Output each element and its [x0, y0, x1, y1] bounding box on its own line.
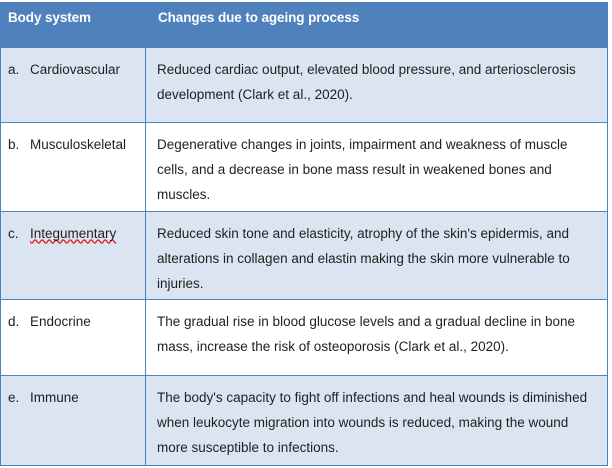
- body-system-cell: [1, 375, 146, 465]
- header-changes: Changes due to ageing process: [146, 3, 608, 48]
- body-system-name: Immune: [30, 389, 79, 405]
- row-letter: b.: [8, 137, 20, 153]
- table-body: [1, 48, 608, 466]
- row-letter: a.: [8, 62, 20, 77]
- body-system-name: Cardiovascular: [30, 62, 121, 77]
- changes-cell: The body's capacity to fight off infections and heal wounds is diminished when leukocyte migration into wounds is reduced, making the wound more susceptible to infections.: [146, 375, 608, 465]
- changes-cell: Reduced skin tone and elasticity, atrophy of the skin's epidermis, and alterations in collagen and elastin making the skin more vulnerable to injuries.: [146, 211, 608, 299]
- row-letter: d.: [8, 314, 20, 330]
- table-row: [1, 48, 608, 123]
- table-row: [1, 300, 608, 375]
- header-body-system: Body system: [1, 3, 146, 48]
- row-letter: c.: [8, 225, 19, 241]
- body-system-name: Musculoskeletal: [30, 137, 127, 153]
- body-system-cell: [1, 211, 146, 299]
- header-row: [1, 3, 608, 48]
- body-system-name: Integumentary: [30, 225, 117, 241]
- row-letter: e.: [8, 389, 20, 405]
- changes-cell: Reduced cardiac output, elevated blood pressure, and arteriosclerosis development (Clark et al., 2020).: [146, 48, 608, 123]
- body-system-cell: [1, 123, 146, 211]
- table-row: [1, 211, 608, 299]
- body-system-cell: [1, 300, 146, 375]
- body-system-cell: [1, 48, 146, 123]
- table-row: [1, 123, 608, 211]
- body-system-name: Endocrine: [30, 314, 91, 330]
- table-header: [1, 3, 608, 48]
- changes-cell: The gradual rise in blood glucose levels and a gradual decline in bone mass, increase the risk of osteoporosis (Clark et al., 2020).: [146, 300, 608, 375]
- ageing-changes-table: [0, 2, 608, 466]
- table-row: [1, 375, 608, 465]
- changes-cell: Degenerative changes in joints, impairment and weakness of muscle cells, and a decrease in bone mass result in weakened bones and muscles.: [146, 123, 608, 211]
